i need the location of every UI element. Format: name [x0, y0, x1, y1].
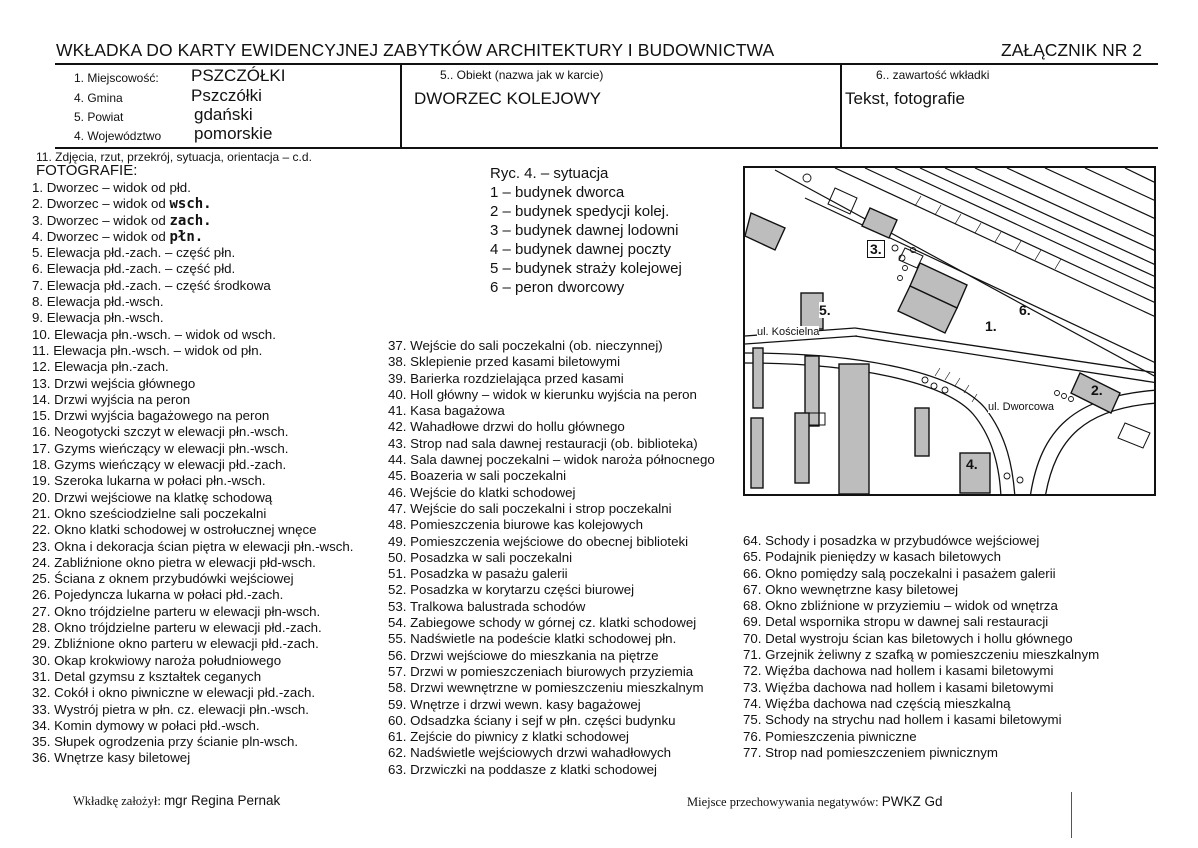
photo-list-item-text: 6. Elewacja płd.-zach. – część płd.: [32, 261, 236, 277]
photo-list-item-text: 10. Elewacja płn.-wsch. – widok od wsch.: [32, 326, 276, 342]
photo-list-item: [32, 261, 354, 277]
photo-list-item-text: 23. Okna i dekoracja ścian piętra w elewacji płn.-wsch.: [32, 538, 354, 554]
boundary-hatching: [935, 368, 977, 402]
photo-list-item: [32, 441, 354, 457]
building-sw-2: [751, 418, 763, 488]
photo-list-item-text: 27. Okno trójdzielne parteru w elewacji płn-wsch.: [32, 603, 321, 619]
photo-list-item: 70. Detal wystroju ścian kas biletowych i hollu głównego: [743, 630, 1073, 646]
photo-list-item: 59. Wnętrze i drzwi wewn. kasy bagażowej: [388, 696, 641, 712]
photo-list-item: 69. Detal wspornika stropu w dawnej sali restauracji: [743, 614, 1049, 630]
photo-list-item-text: 20. Drzwi wejściowe na klatkę schodową: [32, 489, 273, 505]
photo-list-item-text: 3. Dworzec – widok od: [32, 212, 170, 228]
footer-author: [73, 793, 280, 809]
photo-list-item: 54. Zabiegowe schody w górnej cz. klatki schodowej: [388, 615, 697, 631]
map-label-3: 3.: [867, 240, 885, 258]
photo-list-item-text: 13. Drzwi wejścia głównego: [32, 375, 196, 391]
building-3: [862, 208, 897, 238]
photo-list-item: [32, 620, 354, 636]
photo-list-item: [32, 669, 354, 685]
photo-list-item: [32, 571, 354, 587]
photo-list-item: 45. Boazeria w sali poczekalni: [388, 468, 567, 484]
miejscowosc-label: 1. Miejscowość:: [74, 71, 159, 85]
photo-list-item-text: 12. Elewacja płn.-zach.: [32, 359, 169, 375]
photo-list-item: [32, 213, 354, 229]
photo-list-item: [32, 636, 354, 652]
map-label-4: 4.: [966, 456, 978, 472]
photo-list-item: [32, 653, 354, 669]
photo-list-item-text: 5. Elewacja płd.-zach. – część płn.: [32, 245, 236, 261]
photo-list-item: 42. Wahadłowe drzwi do hollu głównego: [388, 419, 625, 435]
photo-list-item-text: 7. Elewacja płd.-zach. – część środkowa: [32, 277, 271, 293]
photo-list-item-text: 26. Pojedyncza lukarna w połaci płd.-zach.: [32, 587, 284, 603]
photo-list-item: 65. Podajnik pieniędzy w kasach biletowych: [743, 549, 1001, 565]
photo-list-item: [32, 245, 354, 261]
margin-mark: [1071, 792, 1072, 838]
photo-list-item: [32, 685, 354, 701]
map-label-6: 6.: [1019, 302, 1031, 318]
photo-list-item-text: 14. Drzwi wyjścia na peron: [32, 391, 191, 407]
attachment-number: ZAŁĄCZNIK NR 2: [1001, 40, 1142, 60]
building-s-3: [795, 413, 809, 483]
author-label: Wkładkę założył:: [73, 794, 161, 808]
photo-list-item-text: 29. Zbliźnione okno parteru w elewacji płd.-zach.: [32, 636, 319, 652]
wojewodztwo-value: pomorskie: [194, 124, 273, 143]
photo-list-item: [32, 180, 354, 196]
photo-list-item: 43. Strop nad sala dawnej restauracji (ob. biblioteka): [388, 435, 698, 451]
field-divider-2: [840, 64, 842, 148]
photo-list-col3: [743, 533, 1099, 761]
photo-list-item-text: 35. Słupek ogrodzenia przy ścianie pln-wsch.: [32, 734, 299, 750]
photo-list-item-text: 36. Wnętrze kasy biletowej: [32, 750, 191, 766]
photo-list-item-text: 28. Okno trójdzielne parteru w elewacji płd.-zach.: [32, 620, 322, 636]
photo-list-item-text: 11. Elewacja płn.-wsch. – widok od płn.: [32, 342, 263, 358]
photo-list-item: [32, 310, 354, 326]
photo-list-item-text: 15. Drzwi wyjścia bagażowego na peron: [32, 408, 270, 424]
photo-list-item: [32, 490, 354, 506]
photo-list-item: 44. Sala dawnej poczekalni – widok naroża północnego: [388, 452, 715, 468]
photo-list-item: 67. Okno wewnętrzne kasy biletowej: [743, 581, 959, 597]
photo-list-item: [32, 196, 354, 212]
map-label-2: 2.: [1091, 382, 1103, 398]
obiekt-value: DWORZEC KOLEJOWY: [414, 89, 602, 108]
photo-list-item: 60. Odsadzka ściany i sejf w płn. części budynku: [388, 712, 676, 728]
photo-list-item: [32, 587, 354, 603]
railway-tracks: [775, 168, 1156, 378]
building-sw-1: [753, 348, 763, 408]
photo-list-item: [32, 506, 354, 522]
photo-list-item: [32, 473, 354, 489]
photo-list-item: 39. Barierka rozdzielająca przed kasami: [388, 370, 624, 386]
storage-value: PWKZ Gd: [881, 794, 943, 809]
legend-item: 5 – budynek straży kolejowej: [490, 260, 682, 277]
photo-list-item: [32, 539, 354, 555]
photo-list-item: [32, 392, 354, 408]
footer-storage: [687, 794, 943, 810]
photo-list-item-text: 8. Elewacja płd.-wsch.: [32, 294, 164, 310]
miejscowosc-value: PSZCZÓŁKI: [191, 66, 286, 85]
building-s-2: [839, 364, 869, 494]
buildings: [745, 208, 1120, 494]
photo-list-item-text: 17. Gzyms wieńczący w elewacji płn.-wsch.: [32, 440, 289, 456]
photos-heading: FOTOGRAFIE:: [36, 162, 138, 179]
fields-bottom-rule: [55, 147, 1158, 149]
photo-list-item: [32, 522, 354, 538]
street-label-koscielna: ul. Kościelna: [757, 326, 820, 338]
photo-list-item: 49. Pomieszczenia wejściowe do obecnej biblioteki: [388, 533, 689, 549]
photo-list-item: 61. Zejście do piwnicy z klatki schodowej: [388, 729, 629, 745]
photo-list-item: 46. Wejście do klatki schodowej: [388, 484, 576, 500]
photo-list-item: [32, 457, 354, 473]
building-northwest: [745, 213, 785, 250]
photo-list-item: 64. Schody i posadzka w przybudówce wejściowej: [743, 533, 1040, 548]
document-title: WKŁADKA DO KARTY EWIDENCYJNEJ ZABYTKÓW ARCHITEKTURY I BUDOWNICTWA: [56, 40, 775, 60]
photo-list-item: [32, 278, 354, 294]
field-divider-1: [400, 64, 402, 148]
photo-list-item-text: 4. Dworzec – widok od: [32, 228, 170, 244]
photo-list-item: 73. Więźba dachowa nad hollem i kasami biletowymi: [743, 679, 1054, 695]
gmina-value: Pszczółki: [191, 86, 262, 105]
legend-item: Ryc. 4. – sytuacja: [490, 165, 609, 182]
legend-item: 4 – budynek dawnej poczty: [490, 241, 671, 258]
photo-list-item: 74. Więźba dachowa nad częścią mieszkalną: [743, 695, 1011, 711]
photo-list-item-text: 2. Dworzec – widok od: [32, 196, 170, 212]
photo-list-item: 51. Posadzka w pasażu galerii: [388, 566, 568, 582]
photo-list-item-text: 9. Elewacja płn.-wsch.: [32, 310, 164, 326]
photo-list-item: 38. Sklepienie przed kasami biletowymi: [388, 354, 621, 370]
photo-list-item: 63. Drzwiczki na poddasze z klatki schodowej: [388, 761, 658, 777]
photo-list-item: [32, 327, 354, 343]
photo-list-item: [32, 750, 354, 766]
photo-list-item: 77. Strop nad pomieszczeniem piwnicznym: [743, 744, 998, 760]
wojewodztwo-label: 4. Województwo: [74, 129, 162, 143]
photo-list-item: 57. Drzwi w pomieszczeniach biurowych przyziemia: [388, 663, 694, 679]
photo-list-item-text: 21. Okno sześciodzielne sali poczekalni: [32, 505, 267, 521]
photo-list-item-handwritten: zach.: [169, 212, 212, 229]
photo-list-item-text: 18. Gzyms wieńczący w elewacji płd.-zach.: [32, 457, 287, 473]
photo-list-item-text: 16. Neogotycki szczyt w elewacji płn.-wsch.: [32, 424, 289, 440]
photo-list-col2: [388, 338, 715, 778]
photo-list-item-text: 1. Dworzec – widok od płd.: [32, 180, 191, 195]
photo-list-item-handwritten: wsch.: [169, 196, 212, 213]
photo-list-item: 47. Wejście do sali poczekalni i strop poczekalni: [388, 500, 672, 516]
photo-list-item: 56. Drzwi wejściowe do mieszkania na piętrze: [388, 647, 659, 663]
photo-list-col1: [32, 180, 354, 767]
photo-list-item-text: 24. Zabliźnione okno pietra w elewacji płd-wsch.: [32, 554, 316, 570]
photo-list-item: 62. Nadświetle wejściowych drzwi wahadłowych: [388, 745, 672, 761]
photo-list-item: 37. Wejście do sali poczekalni (ob. nieczynnej): [388, 338, 663, 353]
powiat-label: 5. Powiat: [74, 110, 124, 124]
photo-list-item-text: 33. Wystrój pietra w płn. cz. elewacji płn.-wsch.: [32, 701, 309, 717]
photo-list-item: 52. Posadzka w korytarzu części biurowej: [388, 582, 635, 598]
photo-list-item: [32, 718, 354, 734]
header-rule: [55, 63, 1158, 65]
photo-list-item: 76. Pomieszczenia piwniczne: [743, 728, 917, 744]
photo-list-item: [32, 604, 354, 620]
legend-item: 2 – budynek spedycji kolej.: [490, 203, 670, 220]
photo-list-item: 41. Kasa bagażowa: [388, 403, 505, 419]
photo-list-item-text: 34. Komin dymowy w połaci płd.-wsch.: [32, 717, 260, 733]
photo-list-item-text: 31. Detal gzymsu z kształtek ceganych: [32, 668, 262, 684]
storage-label: Miejsce przechowywania negatywów:: [687, 795, 879, 809]
photo-list-item-text: 19. Szeroka lukarna w połaci płn.-wsch.: [32, 473, 266, 489]
photo-list-item: [32, 229, 354, 245]
situation-legend: [490, 164, 682, 297]
photo-list-item: 48. Pomieszczenia biurowe kas kolejowych: [388, 517, 643, 533]
photo-list-item: 68. Okno zbliźnione w przyziemiu – widok od wnętrza: [743, 598, 1058, 614]
gmina-label: 4. Gmina: [74, 91, 123, 105]
photo-list-item-text: 32. Cokół i okno piwniczne w elewacji płd.-zach.: [32, 685, 316, 701]
author-value: mgr Regina Pernak: [163, 793, 281, 808]
photo-list-item: [32, 702, 354, 718]
photo-list-item: [32, 408, 354, 424]
photo-list-item: 58. Drzwi wewnętrzne w pomieszczeniu mieszkalnym: [388, 680, 704, 696]
photo-list-item: 55. Nadświetle na podeście klatki schodowej płn.: [388, 631, 677, 647]
obiekt-label: 5.. Obiekt (nazwa jak w karcie): [440, 68, 604, 82]
photo-list-item: 75. Schody na strychu nad hollem i kasami biletowymi: [743, 712, 1062, 728]
zawartosc-label: 6.. zawartość wkładki: [876, 68, 990, 82]
photo-list-item: [32, 359, 354, 375]
building-s-4: [915, 408, 929, 456]
photo-list-item: 40. Holl główny – widok w kierunku wyjścia na peron: [388, 386, 697, 402]
photo-list-item: 71. Grzejnik żeliwny z szafką w pomieszczeniu mieszkalnym: [743, 647, 1100, 663]
photo-list-item: [32, 376, 354, 392]
section-label: 11. Zdjęcia, rzut, przekrój, sytuacja, orientacja – c.d.: [36, 150, 312, 164]
zawartosc-value: Tekst, fotografie: [845, 89, 966, 108]
situation-map: [743, 166, 1156, 496]
photo-list-item: [32, 294, 354, 310]
street-label-dworcowa: ul. Dworcowa: [988, 401, 1055, 413]
photo-list-item-text: 25. Ściana z oknem przybudówki wejściowej: [32, 571, 294, 587]
legend-item: 3 – budynek dawnej lodowni: [490, 222, 679, 239]
powiat-value: gdański: [194, 105, 253, 124]
photo-list-item: 50. Posadzka w sali poczekalni: [388, 549, 573, 565]
photo-list-item: [32, 424, 354, 440]
map-label-1: 1.: [985, 318, 997, 334]
photo-list-item-text: 22. Okno klatki schodowej w ostrołucznej wnęce: [32, 522, 317, 538]
photo-list-item: 66. Okno pomiędzy salą poczekalni i pasażem galerii: [743, 565, 1056, 581]
legend-item: 6 – peron dworcowy: [490, 279, 625, 296]
photo-list-item: [32, 734, 354, 750]
map-label-5: 5.: [819, 302, 831, 318]
photo-list-item: [32, 555, 354, 571]
legend-item: 1 – budynek dworca: [490, 184, 625, 201]
photo-list-item: 53. Tralkowa balustrada schodów: [388, 598, 586, 614]
photo-list-item: [32, 343, 354, 359]
photo-list-item-text: 30. Okap krokwiowy naroża południowego: [32, 652, 282, 668]
photo-list-item: 72. Więźba dachowa nad hollem i kasami biletowymi: [743, 663, 1054, 679]
photo-list-item-handwritten: płn.: [169, 228, 204, 245]
